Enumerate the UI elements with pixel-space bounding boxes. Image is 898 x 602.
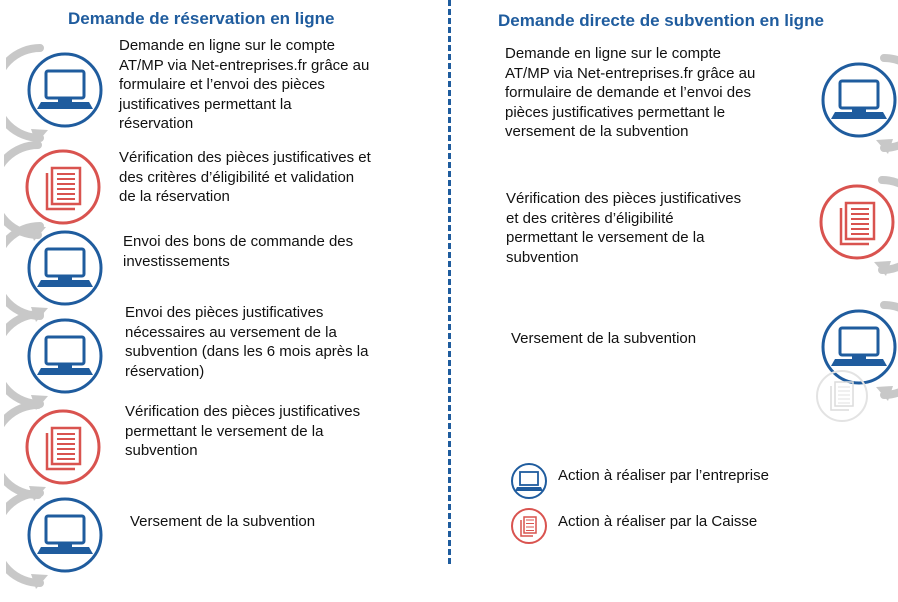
step-line: Versement de la subvention [130,513,316,530]
reservation-step-6 [130,512,315,532]
step-line: AT/MP via Net-entreprises.fr grâce au [505,64,756,82]
step-line: pièces justificatives permettant le [505,103,726,121]
step-line: Demande en ligne sur le compte [505,45,721,62]
reservation-step-3 [123,232,353,271]
column-divider [448,0,451,564]
step-line: des critères d’éligibilité et validation [119,168,355,186]
reservation-step-4 [125,303,368,381]
reservation-step-1 [119,36,369,134]
step-line: réservation [119,115,194,132]
step-line: versement de la subvention [505,123,689,140]
reservation-title: Demande de réservation en ligne [68,9,335,28]
step-line: investissements [123,252,230,270]
legend-caisse-label: Action à réaliser par la Caisse [558,513,758,530]
computer-icon [6,479,126,602]
step-line: Versement de la subvention [511,330,697,347]
legend-entreprise-icon [509,461,549,506]
step-line: justificatives permettant la [119,95,292,113]
step-line: Envoi des pièces justificatives [125,304,324,321]
legend-caisse-icon [509,506,549,551]
legend-entreprise-label: Action à réaliser par l’entreprise [558,467,769,484]
reservation-step-2 [119,148,371,207]
step-line: permettant le versement de la [125,422,324,440]
directe-step-2 [506,189,741,267]
reservation-step-5 [125,402,360,461]
step-line: subvention (dans les 6 mois après la [125,343,369,360]
step-line: subvention [125,442,198,459]
step-line: formulaire de demande et l’envoi des [505,84,751,101]
step-line: et des critères d’éligibilité [506,209,674,227]
step-line: nécessaires au versement de la [125,323,337,341]
directe-title: Demande directe de subvention en ligne [498,11,824,30]
step-line: Vérification des pièces justificatives [125,403,361,420]
step-line: formulaire et l’envoi des pièces [119,76,325,93]
step-line: AT/MP via Net-entreprises.fr grâce au [119,56,370,74]
step-line: Vérification des pièces justificatives et [119,149,371,166]
step-line: de la réservation [119,188,230,205]
step-line: subvention [506,248,579,266]
directe-step-3 [511,329,696,349]
document-icon [798,166,898,289]
directe-step-1 [505,44,755,142]
step-line: réservation) [125,362,205,380]
faded-document-icon [812,366,872,431]
step-line: permettant le versement de la [506,229,705,246]
step-line: Demande en ligne sur le compte [119,37,335,54]
computer-icon [800,44,898,167]
step-line: Envoi des bons de commande des [123,233,354,250]
step-line: Vérification des pièces justificatives [506,190,742,207]
